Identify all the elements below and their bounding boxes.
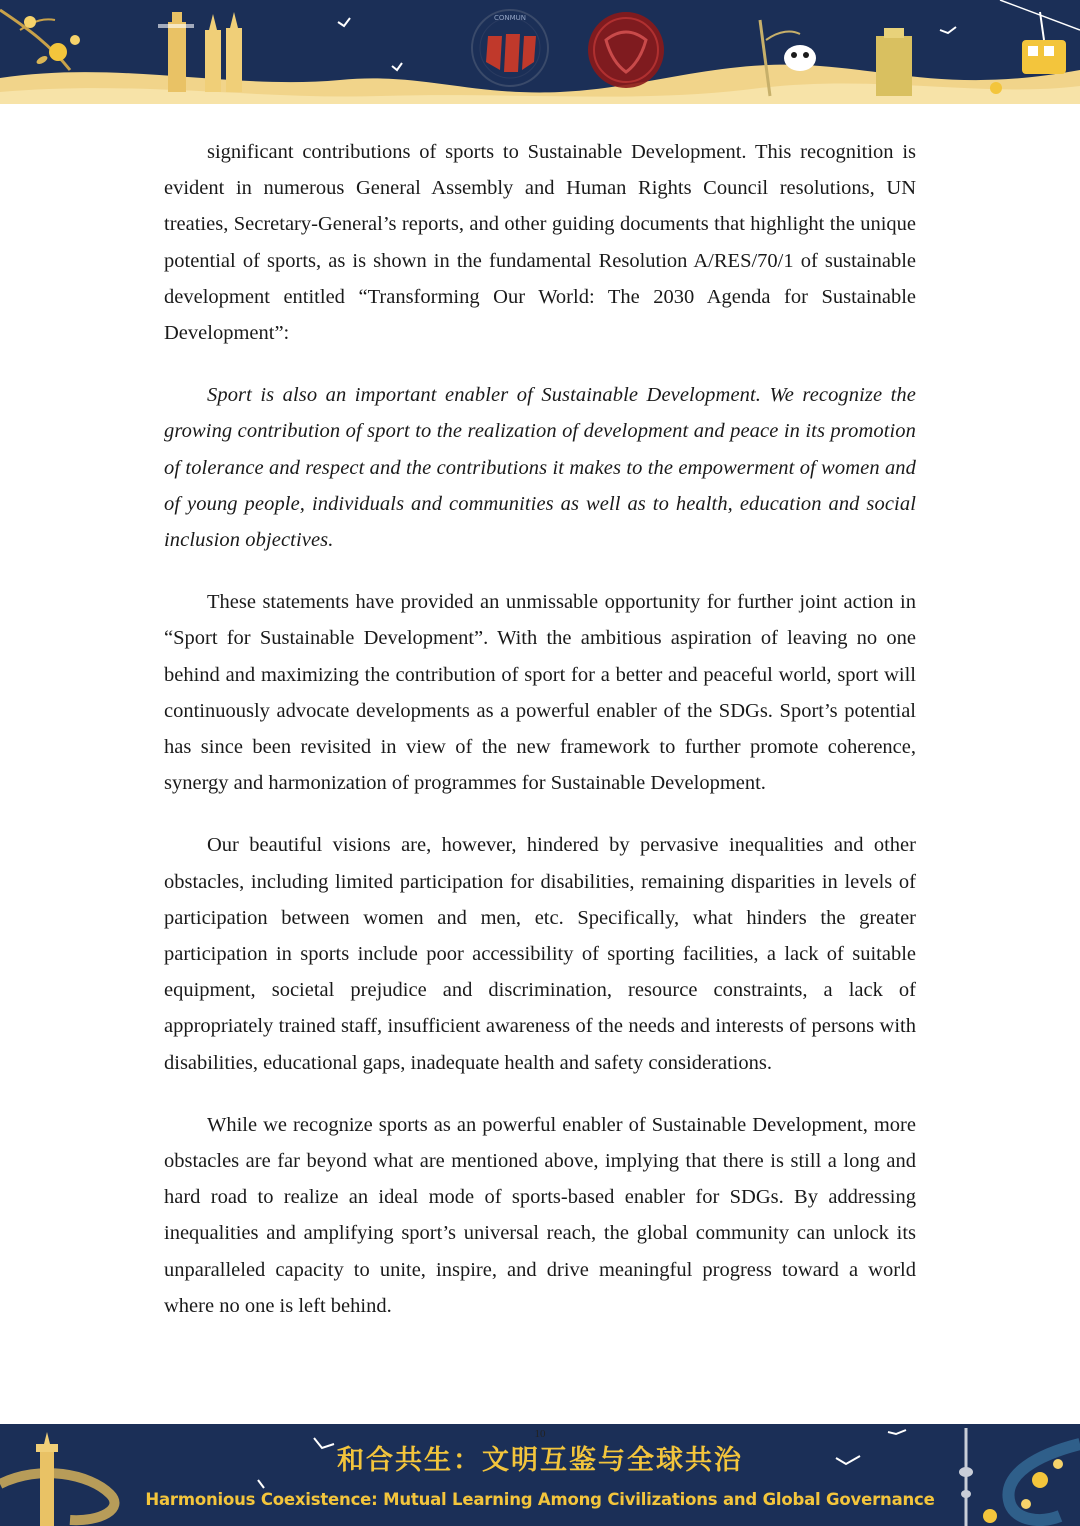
header-banner	[0, 0, 1080, 104]
paragraph: Our beautiful visions are, however, hindered by pervasive inequalities and other obstacles, including limited participation for disabilities, remaining disparities in levels of participation between women and men, etc. Specifically, what hinders the greater participation in sports include poor accessibility of sporting facilities, a lack of suitable equipment, societal prejudice and discrimination, resource constraints, a lack of appropriately trained staff, insufficient awareness of the needs and interests of persons with disabilities, educational gaps, inadequate health and safety considerations.	[164, 834, 916, 1074]
page-number: 10	[534, 1428, 546, 1440]
svg-text:CONMUN: CONMUN	[493, 14, 527, 22]
footer-title-chinese: 和合共生：文明互鉴与全球共治	[337, 1445, 743, 1476]
conmun-logo	[472, 10, 548, 86]
cable-car-icon	[1000, 0, 1080, 74]
footer-title-english: Harmonious Coexistence: Mutual Learning Among Civilizations and Global Governance	[145, 1490, 935, 1509]
document-body	[164, 134, 916, 1350]
paragraph: While we recognize sports as an powerful enabler of Sustainable Development, more obstacles are far beyond what are mentioned above, implying that there is still a long and hard road to realize an ideal mode of sports-based enabler for SDGs. By addressing inequalities and amplifying sport’s universal reach, the global community can unlock its unparalleled capacity to unite, inspire, and drive meaningful progress toward a world where no one is left behind.	[164, 1113, 916, 1317]
quote-paragraph: Sport is also an important enabler of Sustainable Development. We recognize the growing contribution of sport to the realization of development and peace in its promotion of tolerance and respect and the contributions it makes to the empowerment of women and of young people, individuals and communities as well as to health, education and social inclusion objectives.	[164, 384, 916, 552]
paragraph: significant contributions of sports to Sustainable Development. This recognition is evident in numerous General Assembly and Human Rights Council resolutions, UN treaties, Secretary-General’s reports, and other guiding documents that highlight the unique potential of sports, as is shown in the fundamental Resolution A/RES/70/1 of sustainable development entitled “Transforming Our World: The 2030 Agenda for Sustainable Development”:	[164, 141, 916, 345]
branch-flowers-icon	[0, 10, 80, 70]
paragraph: These statements have provided an unmissable opportunity for further joint action in “Sport for Sustainable Development”. With the ambitious aspiration of leaving no one behind and maximizing the contribution of sport for a better and peaceful world, sport will continuously advocate developments as a powerful enabler of the SDGs. Sport’s potential has since been revisited in view of the new framework to further promote coherence, synergy and harmonization of programmes for Sustainable Development.	[164, 591, 916, 795]
header-illustration	[0, 0, 1080, 104]
skyscraper-icon	[876, 28, 912, 96]
seal-logo	[588, 12, 664, 88]
